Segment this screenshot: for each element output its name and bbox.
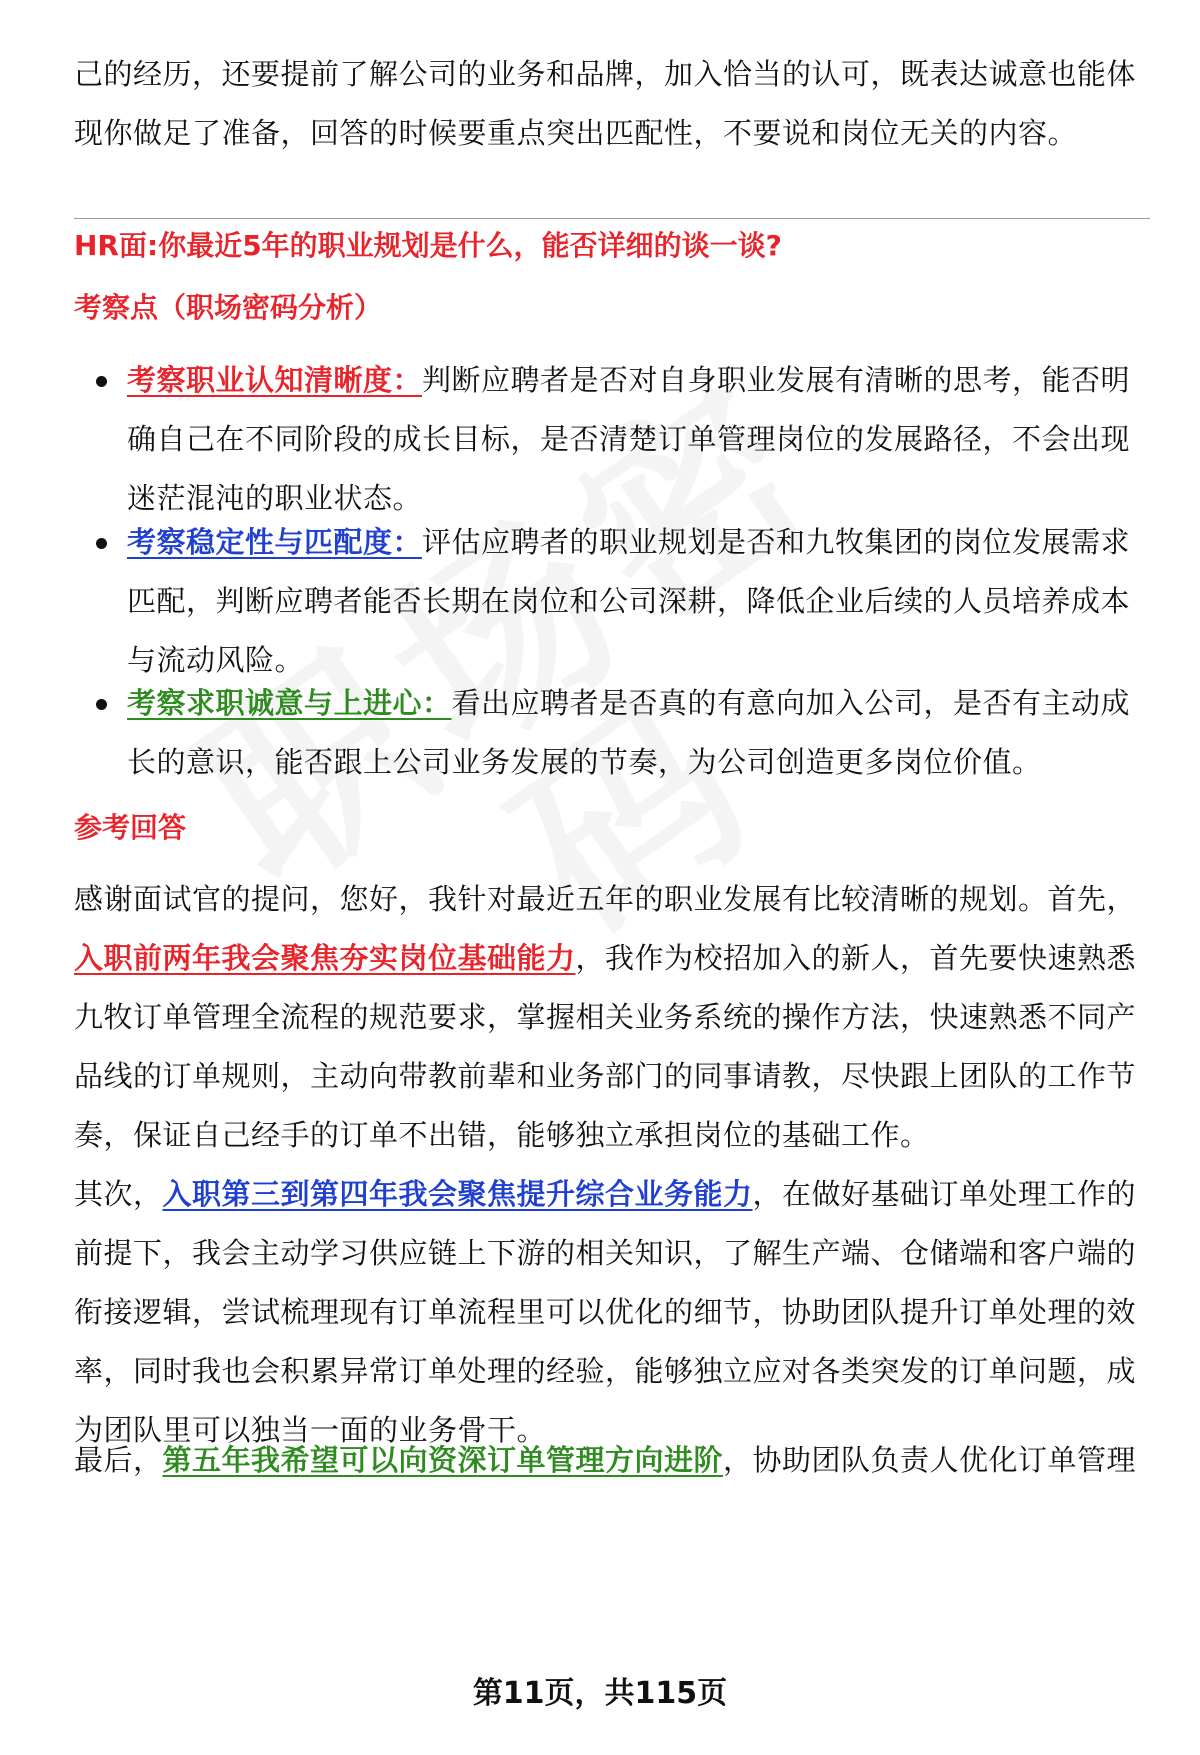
- point-label: 考察职业认知清晰度：: [127, 363, 423, 397]
- analysis-point: [74, 674, 1150, 792]
- intro-paragraph: 己的经历，还要提前了解公司的业务和品牌，加入恰当的认可，既表达诚意也能体现你做足了准备，回答的时候要重点突出匹配性，不要说和岗位无关的内容。: [74, 57, 1137, 150]
- paragraph-text: ，协助团队负责人优化订单管理: [723, 1443, 1137, 1477]
- page-number: 第11页，共115页: [472, 1676, 728, 1711]
- point-text: 看出应聘者是否真的有意向加入公司，是否有主动成长的意识，能否跟上公司业务发展的节奏，为公司创造更多岗位价值。: [127, 686, 1131, 779]
- paragraph-text: 最后，: [74, 1443, 163, 1477]
- analysis-point: [74, 351, 1150, 528]
- point-label: 考察求职诚意与上进心：: [127, 686, 452, 720]
- paragraph-text: 感谢面试官的提问，您好，我针对最近五年的职业发展有比较清晰的规划。首先，: [74, 882, 1137, 916]
- bullet-dot: [96, 376, 107, 387]
- answer-paragraph-2: [74, 1165, 1150, 1460]
- highlight-phrase: 第五年我希望可以向资深订单管理方向进阶: [162, 1443, 724, 1477]
- answer-paragraph-3: [74, 1431, 1150, 1490]
- analysis-heading: 考察点（职场密码分析）: [74, 291, 383, 324]
- point-text: 判断应聘者是否对自身职业发展有清晰的思考，能否明确自己在不同阶段的成长目标，是否清楚订单管理岗位的发展路径，不会出现迷茫混沌的职业状态。: [127, 363, 1131, 515]
- point-text: 评估应聘者的职业规划是否和九牧集团的岗位发展需求匹配，判断应聘者能否长期在岗位和公司深耕，降低企业后续的人员培养成本与流动风险。: [127, 525, 1131, 677]
- section-divider: [74, 218, 1150, 219]
- paragraph-text: ，在做好基础订单处理工作的前提下，我会主动学习供应链上下游的相关知识，了解生产端、仓储端和客户端的衔接逻辑，尝试梳理现有订单流程里可以优化的细节，协助团队提升订单处理的效率，同时我也会积累异常订单处理的经验，能够独立应对各类突发的订单问题，成为团队里可以独当一面的业务骨干。: [74, 1177, 1137, 1447]
- paragraph-text: 其次，: [74, 1177, 163, 1211]
- bullet-dot: [96, 538, 107, 549]
- answer-paragraph-1: [74, 870, 1150, 1165]
- analysis-point: [74, 513, 1150, 690]
- highlight-phrase: 入职第三到第四年我会聚焦提升综合业务能力: [162, 1177, 753, 1211]
- answer-heading: 参考回答: [74, 811, 187, 844]
- question-title: HR面:你最近5年的职业规划是什么，能否详细的谈一谈?: [74, 229, 782, 262]
- bullet-dot: [96, 699, 107, 710]
- point-label: 考察稳定性与匹配度：: [127, 525, 423, 559]
- paragraph-text: ，我作为校招加入的新人，首先要快速熟悉九牧订单管理全流程的规范要求，掌握相关业务系统的操作方法，快速熟悉不同产品线的订单规则，主动向带教前辈和业务部门的同事请教，尽快跟上团队的工作节奏，保证自己经手的订单不出错，能够独立承担岗位的基础工作。: [74, 941, 1137, 1152]
- highlight-phrase: 入职前两年我会聚焦夯实岗位基础能力: [74, 941, 576, 975]
